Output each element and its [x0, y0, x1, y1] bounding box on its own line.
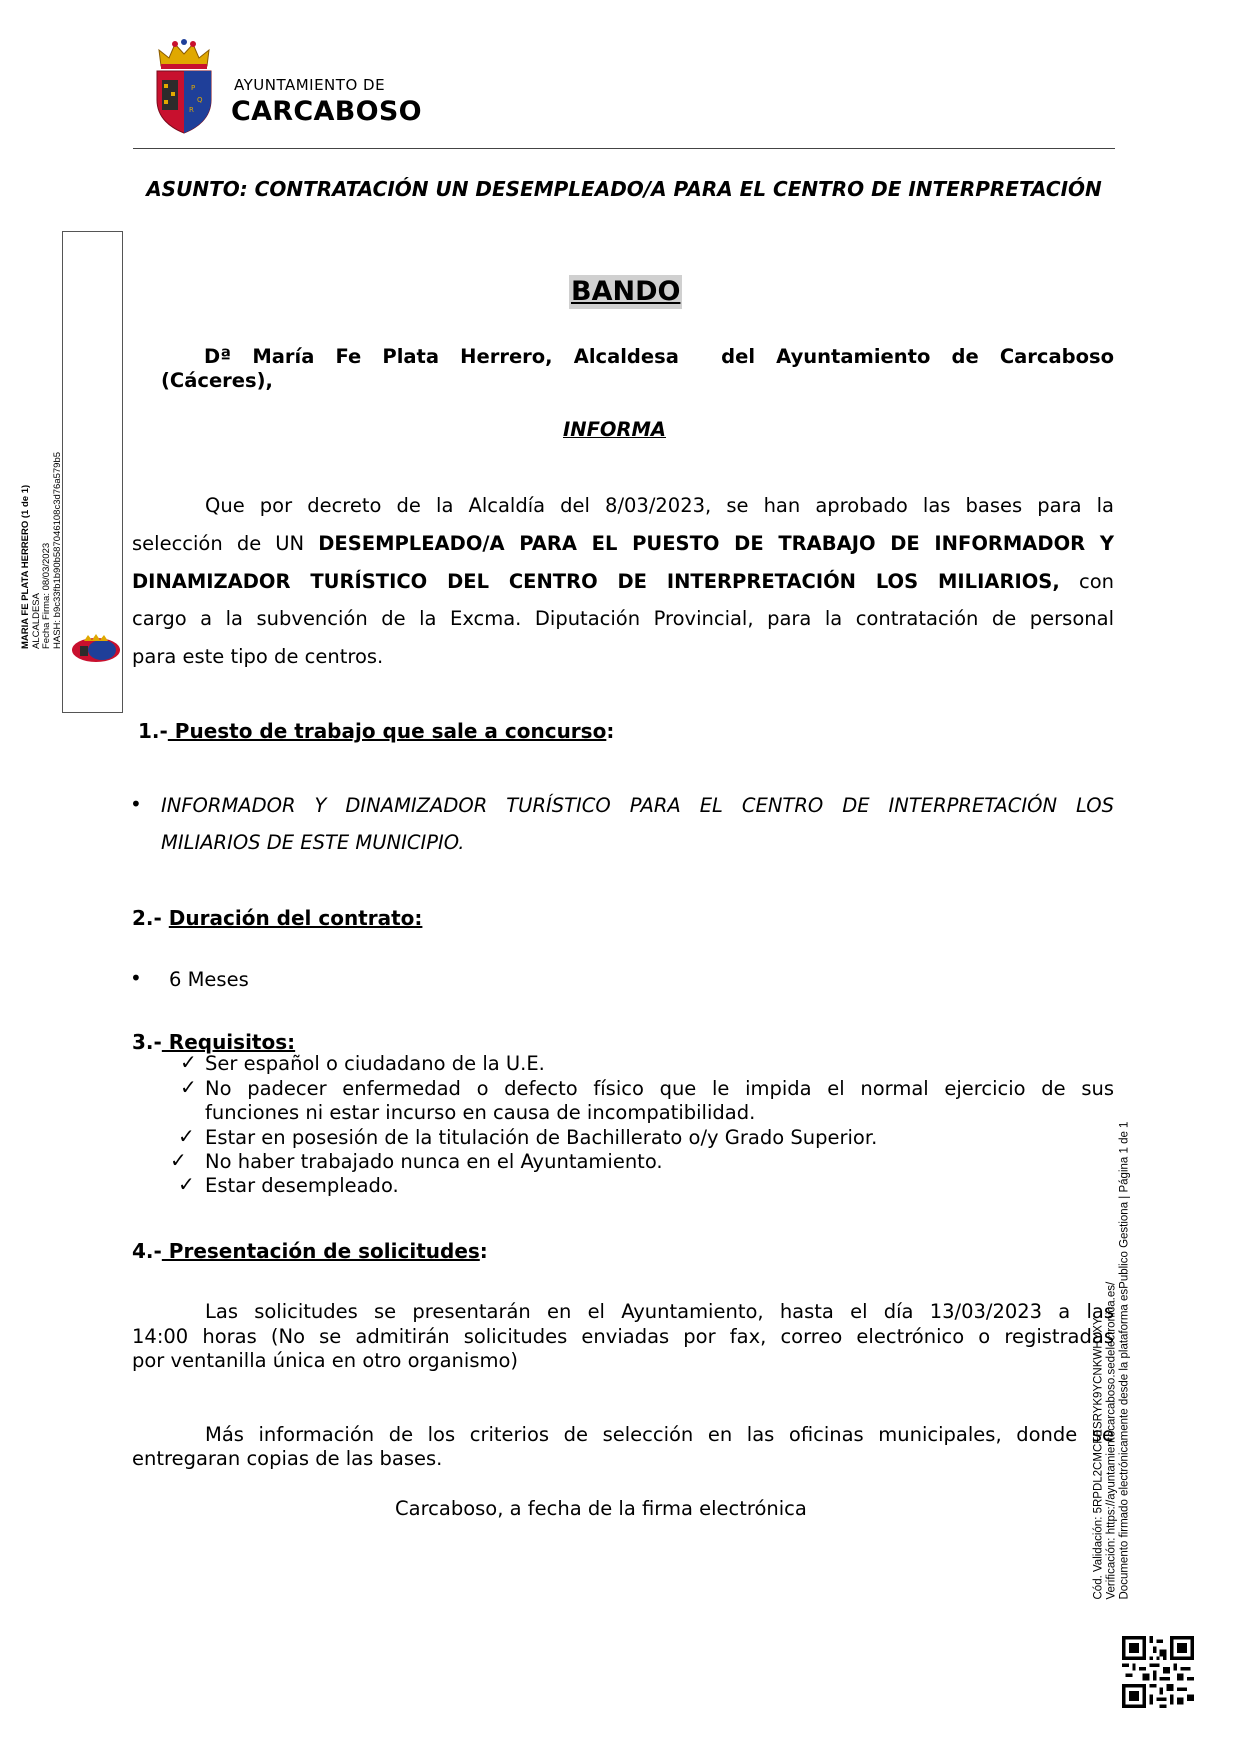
signature-stamp-text: MARIA FE PLATA HERRERO (1 de 1) ALCALDESA Fecha Firma: 08/03/2023 HASH: b9c33fb1b90b587046108c3d76a579b5 — [20, 451, 63, 649]
verification-text: Cód. Validación: 5RPDL2CMCFESRYK9YCNKWHYXY Verificación: https://ayuntamientocarcaboso.sedelectronica.es/ Documento firmado electrónicamente desde la plataforma esPublico Gestiona | Página 1 de 1 — [1092, 1121, 1131, 1600]
subject: ASUNTO: CONTRATACIÓN UN DESEMPLEADO/A PARA EL CENTRO DE INTERPRETACIÓN — [146, 177, 1102, 201]
org-name: CARCABOSO — [231, 96, 422, 127]
checkmark-icon: ✓ — [178, 1172, 195, 1196]
section-3-heading: 3.- Requisitos: — [132, 1030, 296, 1054]
section-2-item: 6 Meses — [169, 968, 249, 991]
qr-code-icon[interactable] — [1122, 1636, 1194, 1708]
intro-line-1: Dª María Fe Plata Herrero, Alcaldesa del Ayuntamiento de Carcaboso — [204, 345, 1114, 368]
svg-text:R: R — [189, 106, 194, 114]
bullet-icon: • — [130, 966, 142, 990]
checkmark-icon: ✓ — [170, 1148, 187, 1172]
body-line-2: selección de UN DESEMPLEADO/A PARA EL PUESTO DE TRABAJO DE INFORMADOR Y — [132, 532, 1114, 555]
section-1-item-line-2: MILIARIOS DE ESTE MUNICIPIO. — [161, 831, 465, 854]
section-4-heading: 4.- Presentación de solicitudes: — [132, 1239, 488, 1263]
section-4-para-1-line-2: 14:00 horas (No se admitirán solicitudes enviadas por fax, correo electrónico o registradas — [132, 1325, 1114, 1348]
bullet-icon: • — [130, 792, 142, 816]
section-1-heading: 1.- Puesto de trabajo que sale a concurso: — [138, 719, 615, 743]
svg-text:P: P — [191, 84, 196, 92]
requirement-3: Estar en posesión de la titulación de Bachillerato o/y Grado Superior. — [205, 1126, 878, 1149]
section-2-heading: 2.- Duración del contrato: — [132, 906, 423, 930]
requirement-5: Estar desempleado. — [205, 1174, 399, 1197]
requirement-2-line-1: No padecer enfermedad o defecto físico que le impida el normal ejercicio de sus — [205, 1077, 1114, 1100]
municipal-coat-of-arms-icon — [153, 38, 215, 134]
org-name-small: AYUNTAMIENTO DE — [234, 76, 386, 94]
section-4-para-1-line-1: Las solicitudes se presentarán en el Ayuntamiento, hasta el día 13/03/2023 a las — [205, 1300, 1114, 1323]
body-line-3: DINAMIZADOR TURÍSTICO DEL CENTRO DE INTERPRETACIÓN LOS MILIARIOS, con — [132, 570, 1114, 593]
svg-text:Q: Q — [197, 96, 203, 104]
checkmark-icon: ✓ — [180, 1075, 197, 1099]
intro-line-2: (Cáceres), — [161, 369, 273, 392]
closing-line: Carcaboso, a fecha de la firma electrónica — [395, 1497, 807, 1520]
informa-heading: INFORMA — [563, 418, 666, 441]
document-title: BANDO — [571, 276, 681, 307]
requirement-4: No haber trabajado nunca en el Ayuntamiento. — [205, 1150, 663, 1173]
requirement-1: Ser español o ciudadano de la U.E. — [205, 1052, 545, 1075]
body-line-4: cargo a la subvención de la Excma. Diputación Provincial, para la contratación de personal — [132, 607, 1114, 630]
checkmark-icon: ✓ — [180, 1050, 197, 1074]
body-line-5: para este tipo de centros. — [132, 645, 384, 668]
checkmark-icon: ✓ — [178, 1124, 195, 1148]
section-1-item-line-1: INFORMADOR Y DINAMIZADOR TURÍSTICO PARA EL CENTRO DE INTERPRETACIÓN LOS — [161, 794, 1114, 817]
section-4-para-1-line-3: por ventanilla única en otro organismo) — [132, 1349, 519, 1372]
header-divider — [133, 148, 1115, 149]
section-4-para-2-line-2: entregaran copias de las bases. — [132, 1447, 443, 1470]
body-line-1: Que por decreto de la Alcaldía del 8/03/2023, se han aprobado las bases para la — [205, 494, 1114, 517]
section-4-para-2-line-1: Más información de los criterios de selección en las oficinas municipales, donde se — [205, 1423, 1114, 1446]
requirement-2-line-2: funciones ni estar incurso en causa de incompatibilidad. — [205, 1101, 756, 1124]
signature-seal-icon — [70, 633, 122, 665]
